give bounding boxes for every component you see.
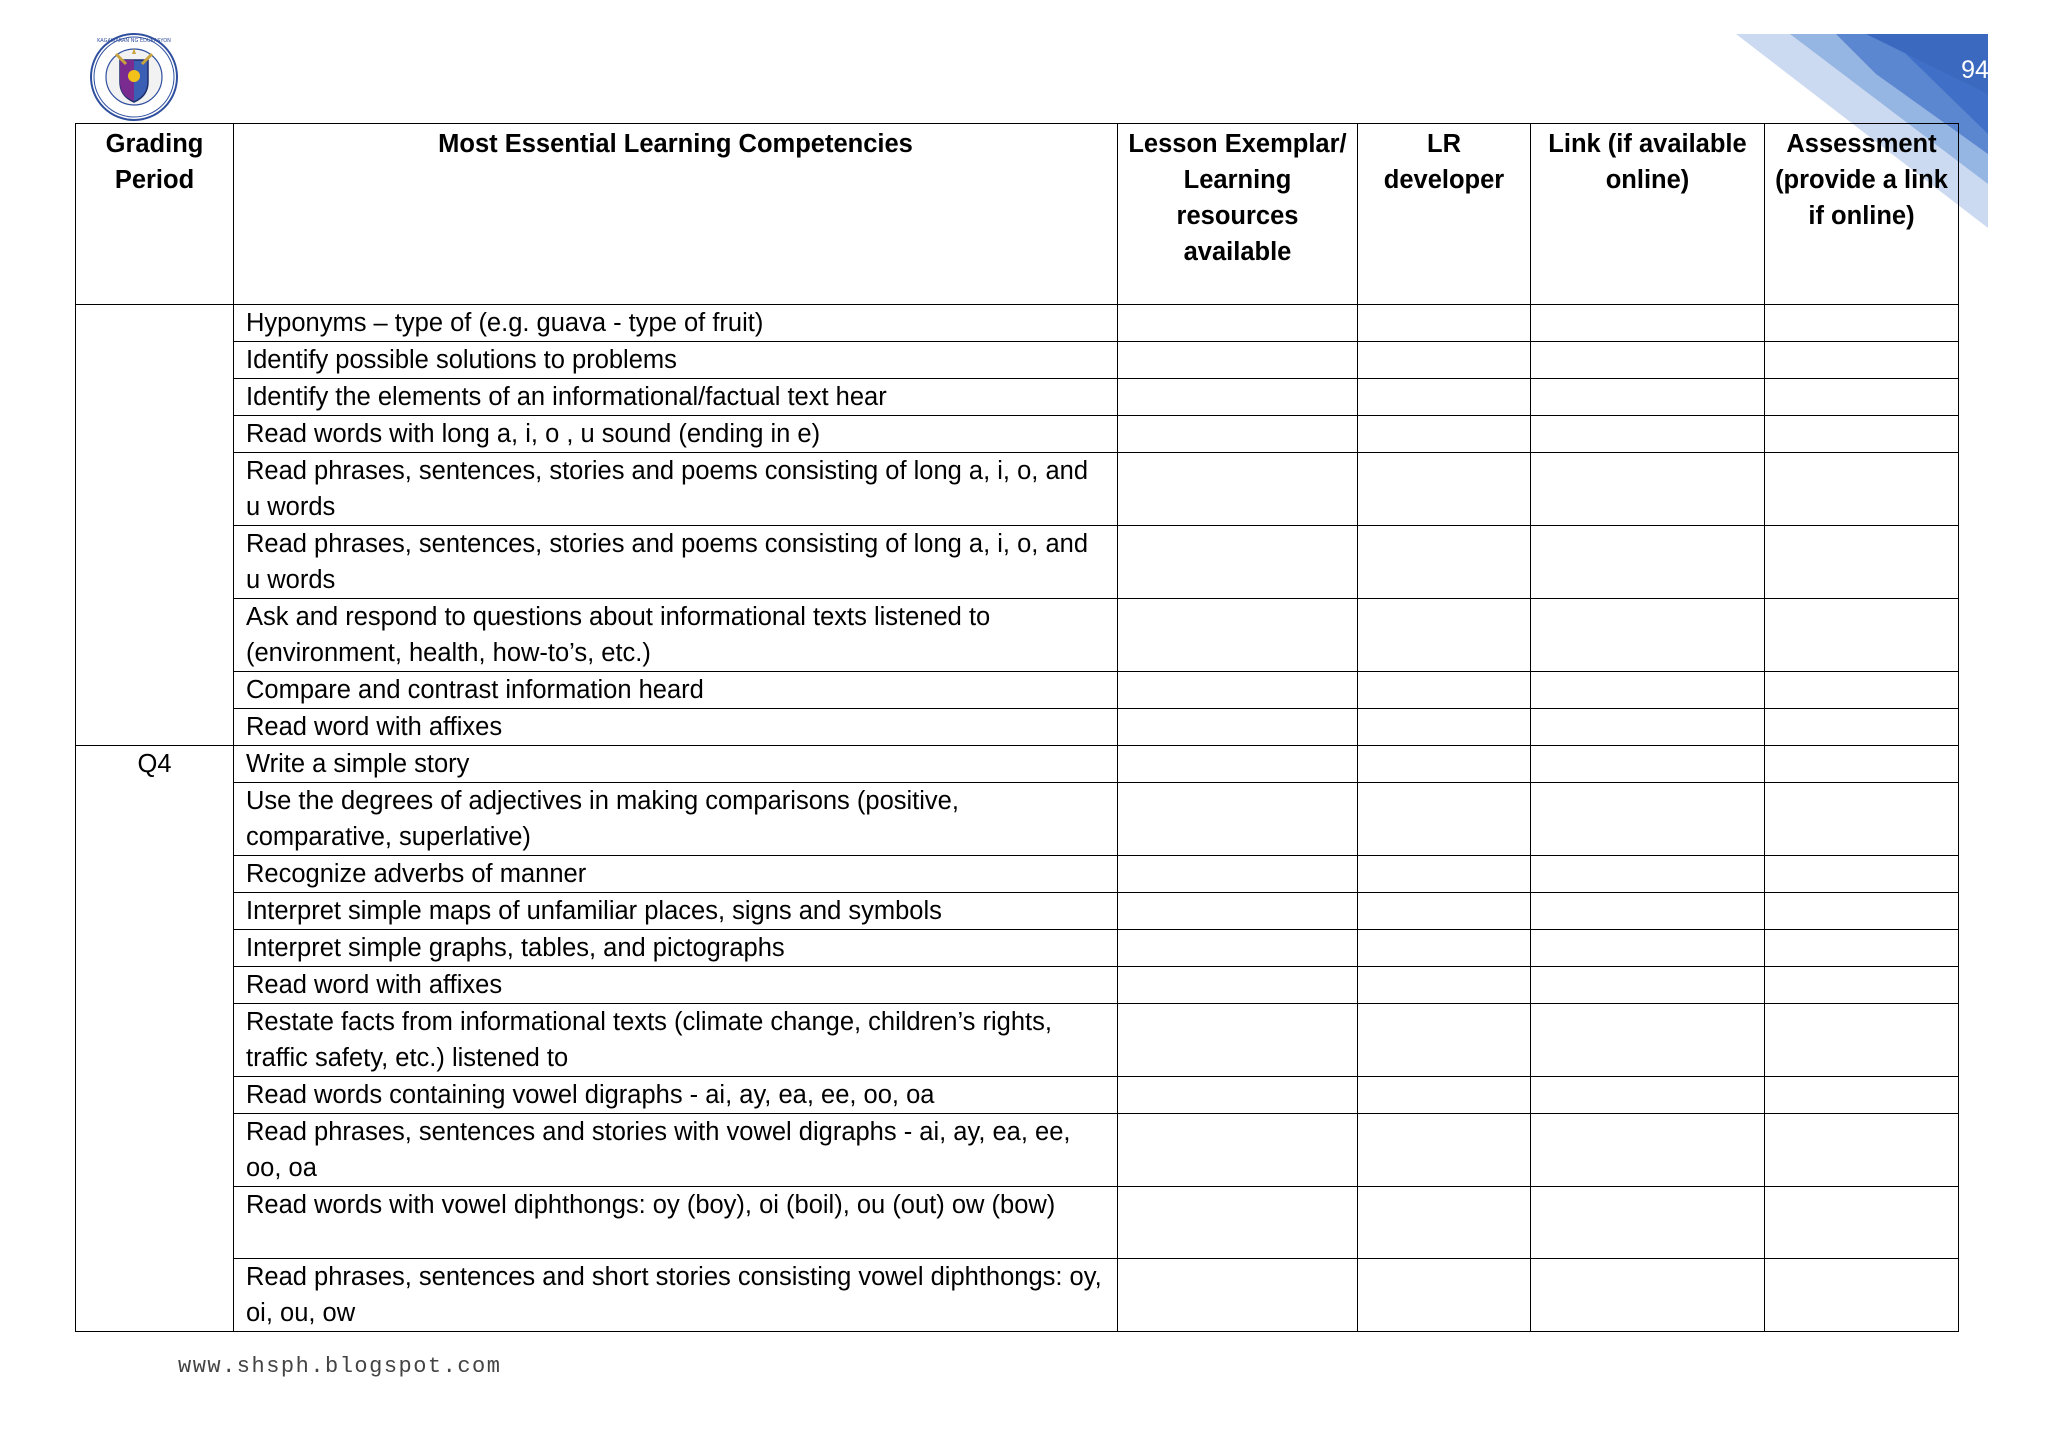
link-cell xyxy=(1531,893,1765,930)
competency-cell: Use the degrees of adjectives in making comparisons (positive, comparative, superlative) xyxy=(234,783,1118,856)
link-cell xyxy=(1531,1259,1765,1332)
table-row xyxy=(76,967,1959,1004)
assessment-cell xyxy=(1765,856,1959,893)
lesson-exemplar-cell xyxy=(1118,342,1358,379)
link-cell xyxy=(1531,967,1765,1004)
grading-period-cell: Q4 xyxy=(76,746,234,1332)
table-row xyxy=(76,856,1959,893)
lesson-exemplar-cell xyxy=(1118,453,1358,526)
table-row xyxy=(76,416,1959,453)
lesson-exemplar-cell xyxy=(1118,416,1358,453)
lesson-exemplar-cell xyxy=(1118,893,1358,930)
lr-developer-cell xyxy=(1358,1187,1531,1259)
competency-cell: Hyponyms – type of (e.g. guava - type of fruit) xyxy=(234,305,1118,342)
link-cell xyxy=(1531,783,1765,856)
assessment-cell xyxy=(1765,967,1959,1004)
deped-seal-icon xyxy=(86,32,182,122)
table-row xyxy=(76,1114,1959,1187)
link-cell xyxy=(1531,709,1765,746)
lesson-exemplar-cell xyxy=(1118,1259,1358,1332)
table-row xyxy=(76,783,1959,856)
table-row xyxy=(76,1259,1959,1332)
lr-developer-cell xyxy=(1358,342,1531,379)
lr-developer-cell xyxy=(1358,746,1531,783)
competency-cell: Compare and contrast information heard xyxy=(234,672,1118,709)
assessment-cell xyxy=(1765,1187,1959,1259)
table-row xyxy=(76,930,1959,967)
deped-seal-logo xyxy=(86,32,182,122)
competency-cell: Identify possible solutions to problems xyxy=(234,342,1118,379)
table-row xyxy=(76,893,1959,930)
table-header-row xyxy=(76,124,1959,305)
table-row xyxy=(76,709,1959,746)
lr-developer-cell xyxy=(1358,856,1531,893)
competency-cell: Interpret simple graphs, tables, and pictographs xyxy=(234,930,1118,967)
header-link: Link (if available online) xyxy=(1531,124,1765,305)
lr-developer-cell xyxy=(1358,783,1531,856)
competency-cell: Restate facts from informational texts (climate change, children’s rights, traffic safety, etc.) listened to xyxy=(234,1004,1118,1077)
link-cell xyxy=(1531,672,1765,709)
table-row xyxy=(76,672,1959,709)
lr-developer-cell xyxy=(1358,1077,1531,1114)
lr-developer-cell xyxy=(1358,672,1531,709)
assessment-cell xyxy=(1765,783,1959,856)
competency-cell: Read phrases, sentences and stories with vowel digraphs - ai, ay, ea, ee, oo, oa xyxy=(234,1114,1118,1187)
competency-cell: Read words with long a, i, o , u sound (ending in e) xyxy=(234,416,1118,453)
assessment-cell xyxy=(1765,305,1959,342)
competency-cell: Read words containing vowel digraphs - ai, ay, ea, ee, oo, oa xyxy=(234,1077,1118,1114)
table-row xyxy=(76,526,1959,599)
link-cell xyxy=(1531,1077,1765,1114)
lr-developer-cell xyxy=(1358,1114,1531,1187)
link-cell xyxy=(1531,1004,1765,1077)
competency-cell: Read phrases, sentences, stories and poems consisting of long a, i, o, and u words xyxy=(234,526,1118,599)
assessment-cell xyxy=(1765,672,1959,709)
link-cell xyxy=(1531,1187,1765,1259)
assessment-cell xyxy=(1765,599,1959,672)
lesson-exemplar-cell xyxy=(1118,1114,1358,1187)
assessment-cell xyxy=(1765,893,1959,930)
link-cell xyxy=(1531,342,1765,379)
page-number: 94 xyxy=(1961,56,1989,84)
lesson-exemplar-cell xyxy=(1118,599,1358,672)
competency-cell: Write a simple story xyxy=(234,746,1118,783)
competency-cell: Read phrases, sentences and short stories consisting vowel diphthongs: oy, oi, ou, ow xyxy=(234,1259,1118,1332)
competency-cell: Read words with vowel diphthongs: oy (boy), oi (boil), ou (out) ow (bow) xyxy=(234,1187,1118,1259)
lesson-exemplar-cell xyxy=(1118,1187,1358,1259)
lr-developer-cell xyxy=(1358,379,1531,416)
header-lr-developer: LR developer xyxy=(1358,124,1531,305)
grading-period-cell xyxy=(76,305,234,746)
link-cell xyxy=(1531,379,1765,416)
table-row xyxy=(76,599,1959,672)
lr-developer-cell xyxy=(1358,893,1531,930)
competency-cell: Read phrases, sentences, stories and poems consisting of long a, i, o, and u words xyxy=(234,453,1118,526)
header-melc: Most Essential Learning Competencies xyxy=(234,124,1118,305)
lr-developer-cell xyxy=(1358,305,1531,342)
table-row xyxy=(76,746,1959,783)
header-grading-period: Grading Period xyxy=(76,124,234,305)
assessment-cell xyxy=(1765,416,1959,453)
competency-cell: Read word with affixes xyxy=(234,967,1118,1004)
lesson-exemplar-cell xyxy=(1118,526,1358,599)
lr-developer-cell xyxy=(1358,599,1531,672)
table-row xyxy=(76,1077,1959,1114)
lesson-exemplar-cell xyxy=(1118,305,1358,342)
assessment-cell xyxy=(1765,930,1959,967)
assessment-cell xyxy=(1765,1077,1959,1114)
competency-cell: Read word with affixes xyxy=(234,709,1118,746)
lr-developer-cell xyxy=(1358,967,1531,1004)
footer-url: www.shsph.blogspot.com xyxy=(178,1354,502,1379)
table-row xyxy=(76,342,1959,379)
link-cell xyxy=(1531,599,1765,672)
lr-developer-cell xyxy=(1358,453,1531,526)
link-cell xyxy=(1531,453,1765,526)
table-row xyxy=(76,379,1959,416)
link-cell xyxy=(1531,746,1765,783)
lr-developer-cell xyxy=(1358,930,1531,967)
lesson-exemplar-cell xyxy=(1118,746,1358,783)
assessment-cell xyxy=(1765,526,1959,599)
assessment-cell xyxy=(1765,1004,1959,1077)
lr-developer-cell xyxy=(1358,1259,1531,1332)
table-row xyxy=(76,1004,1959,1077)
lesson-exemplar-cell xyxy=(1118,967,1358,1004)
lr-developer-cell xyxy=(1358,1004,1531,1077)
assessment-cell xyxy=(1765,1259,1959,1332)
assessment-cell xyxy=(1765,342,1959,379)
lesson-exemplar-cell xyxy=(1118,1077,1358,1114)
link-cell xyxy=(1531,930,1765,967)
competency-cell: Ask and respond to questions about informational texts listened to (environment, health, how-to’s, etc.) xyxy=(234,599,1118,672)
seal-text: KAGAWARAN NG EDUKASYON xyxy=(97,38,171,44)
assessment-cell xyxy=(1765,709,1959,746)
link-cell xyxy=(1531,526,1765,599)
competency-cell: Recognize adverbs of manner xyxy=(234,856,1118,893)
lr-developer-cell xyxy=(1358,709,1531,746)
lesson-exemplar-cell xyxy=(1118,709,1358,746)
lesson-exemplar-cell xyxy=(1118,672,1358,709)
link-cell xyxy=(1531,1114,1765,1187)
melc-table xyxy=(75,123,1959,1332)
assessment-cell xyxy=(1765,379,1959,416)
assessment-cell xyxy=(1765,746,1959,783)
table-row xyxy=(76,1187,1959,1259)
lr-developer-cell xyxy=(1358,526,1531,599)
lesson-exemplar-cell xyxy=(1118,783,1358,856)
competency-cell: Interpret simple maps of unfamiliar places, signs and symbols xyxy=(234,893,1118,930)
lesson-exemplar-cell xyxy=(1118,930,1358,967)
link-cell xyxy=(1531,305,1765,342)
lesson-exemplar-cell xyxy=(1118,379,1358,416)
lesson-exemplar-cell xyxy=(1118,856,1358,893)
link-cell xyxy=(1531,856,1765,893)
header-lesson-exemplar: Lesson Exemplar/ Learning resources available xyxy=(1118,124,1358,305)
table-row xyxy=(76,453,1959,526)
lesson-exemplar-cell xyxy=(1118,1004,1358,1077)
table-row xyxy=(76,305,1959,342)
assessment-cell xyxy=(1765,453,1959,526)
header-assessment: Assessment (provide a link if online) xyxy=(1765,124,1959,305)
link-cell xyxy=(1531,416,1765,453)
assessment-cell xyxy=(1765,1114,1959,1187)
competency-cell: Identify the elements of an informational/factual text hear xyxy=(234,379,1118,416)
lr-developer-cell xyxy=(1358,416,1531,453)
